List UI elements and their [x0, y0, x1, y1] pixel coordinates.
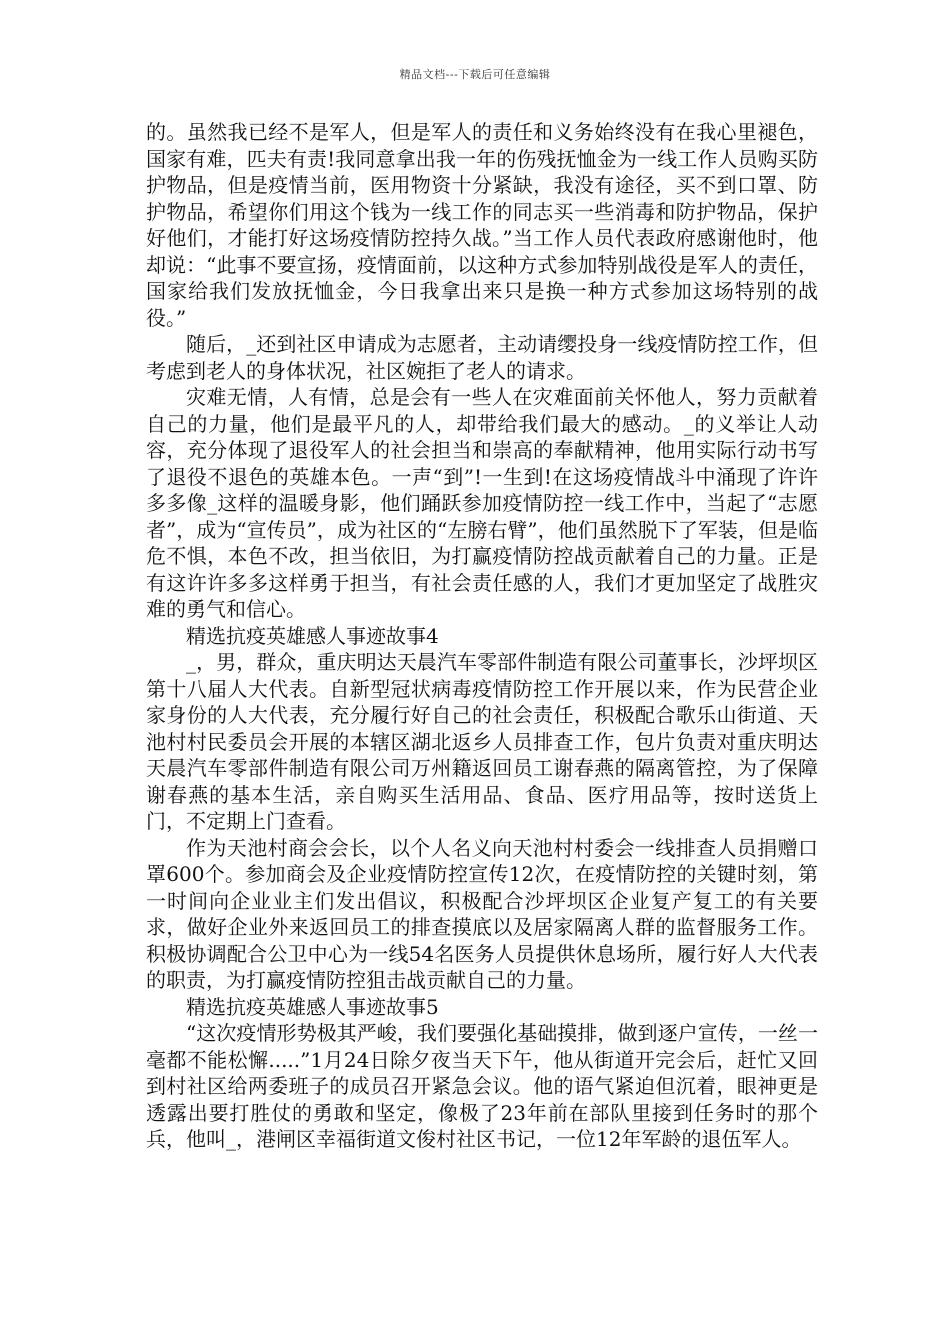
paragraph: 灾难无情，人有情，总是会有一些人在灾难面前关怀他人，努力贡献着自己的力量，他们是最平凡的人，却带给我们最大的感动。_的义举让人动容，充分体现了退役军人的社会担当和崇高的奉献精神，他用实际行动书写了退役不退色的英雄本色。一声“到”!一生到!在这场疫情战斗中涌现了许许多多像_这样的温暖身影，他们踊跃参加疫情防控一线工作中，当起了“志愿者”，成为“宣传员”，成为社区的“左膀右臂”，他们虽然脱下了军装，但是临危不惧，本色不改，担当依旧，为打赢疫情防控战贡献着自己的力量。正是有这许许多多这样勇于担当，有社会责任感的人，我们才更加坚定了战胜灾难的勇气和信心。 — [146, 385, 818, 621]
paragraph: “这次疫情形势极其严峻，我们要强化基础摸排，做到逐户宣传，一丝一毫都不能松懈.....”1月24日除夕夜当天下午，他从街道开完会后，赶忙又回到村社区给两委班子的成员召开紧急会议。他的语气紧迫但沉着，眼神更是透露出要打胜仗的勇敢和坚定，像极了23年前在部队里接到任务时的那个兵，他叫_，港闸区幸福街道文俊村社区书记，一位12年军龄的退伍军人。 — [146, 1021, 818, 1151]
paragraph: _，男，群众，重庆明达天晨汽车零部件制造有限公司董事长，沙坪坝区第十八届人大代表。自新型冠状病毒疫情防控工作开展以来，作为民营企业家身份的人大代表，充分履行好自己的社会责任，积极配合歌乐山街道、天池村村民委员会开展的本辖区湖北返乡人员排查工作，包片负责对重庆明达天晨汽车零部件制造有限公司万州籍返回员工谢春燕的隔离管控，为了保障谢春燕的基本生活，亲自购买生活用品、食品、医疗用品等，按时送货上门，不定期上门查看。 — [146, 650, 818, 833]
document-body — [146, 119, 818, 1153]
paragraph: 随后，_还到社区申请成为志愿者，主动请缨投身一线疫情防控工作，但考虑到老人的身体状况，社区婉拒了老人的请求。 — [146, 332, 818, 383]
page-header: 精品文档---下载后可任意编辑 — [399, 68, 551, 81]
section-heading: 精选抗疫英雄感人事迹故事4 — [186, 623, 439, 648]
section-heading: 精选抗疫英雄感人事迹故事5 — [186, 994, 439, 1019]
paragraph: 作为天池村商会会长，以个人名义向天池村村委会一线排查人员捐赠口罩600个。参加商会及企业疫情防控宣传12次，在疫情防控的关键时刻，第一时间向企业业主们发出倡议，积极配合沙坪坝区企业复产复工的有关要求，做好企业外来返回员工的排查摸底以及居家隔离人群的监督服务工作。积极协调配合公卫中心为一线54名医务人员提供休息场所，履行好人大代表的职责，为打赢疫情防控狙击战贡献自己的力量。 — [146, 835, 818, 992]
paragraph-continuation: 的。虽然我已经不是军人，但是军人的责任和义务始终没有在我心里褪色，国家有难，匹夫有责!我同意拿出我一年的伤残抚恤金为一线工作人员购买防护物品，但是疫情当前，医用物资十分紧缺，我没有途径，买不到口罩、防护物品，希望你们用这个钱为一线工作的同志买一些消毒和防护物品，保护好他们，才能打好这场疫情防控持久战。”当工作人员代表政府感谢他时，他却说：“此事不要宣扬，疫情面前，以这种方式参加特别战役是军人的责任，国家给我们发放抚恤金，今日我拿出来只是换一种方式参加这场特别的战役。” — [146, 120, 818, 330]
